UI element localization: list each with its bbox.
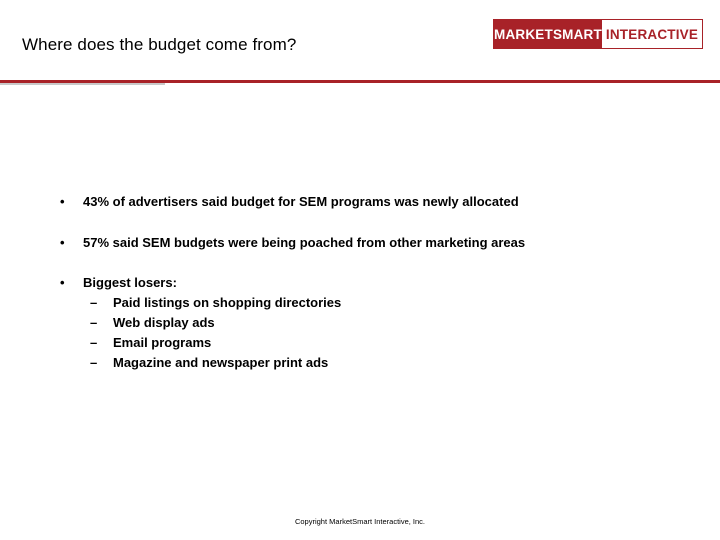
- sub-bullet-text: Paid listings on shopping directories: [113, 294, 342, 310]
- sub-bullet-marker: –: [90, 354, 98, 370]
- sub-bullet-item: [90, 312, 341, 332]
- sub-bullet-marker: –: [90, 314, 98, 330]
- slide-title: Where does the budget come from?: [22, 35, 297, 54]
- sub-bullet-text: Magazine and newspaper print ads: [113, 354, 329, 370]
- sub-bullet-item: [90, 332, 341, 352]
- logo-left-text: MARKETSMART: [494, 20, 602, 48]
- bullet-item: [60, 275, 177, 290]
- sub-bullet-text: Email programs: [113, 334, 212, 350]
- sub-bullet-item: [90, 352, 341, 372]
- sub-bullet-list: [90, 292, 341, 372]
- company-logo: [493, 19, 703, 49]
- bullet-marker: •: [60, 194, 65, 209]
- copyright-footer: Copyright MarketSmart Interactive, Inc.: [294, 517, 426, 526]
- bullet-marker: •: [60, 275, 65, 290]
- bullet-text: 43% of advertisers said budget for SEM programs was newly allocated: [83, 194, 519, 209]
- sub-bullet-marker: –: [90, 334, 98, 350]
- bullet-text: Biggest losers:: [83, 275, 177, 290]
- sub-bullet-item: [90, 292, 341, 312]
- logo-right-text: INTERACTIVE: [602, 20, 702, 48]
- bullet-text: 57% said SEM budgets were being poached from other marketing areas: [83, 235, 526, 250]
- bullet-item: [60, 194, 519, 209]
- sub-bullet-text: Web display ads: [113, 314, 215, 330]
- bullet-item: [60, 235, 525, 250]
- title-divider-accent: [0, 83, 165, 85]
- bullet-marker: •: [60, 235, 65, 250]
- sub-bullet-marker: –: [90, 294, 98, 310]
